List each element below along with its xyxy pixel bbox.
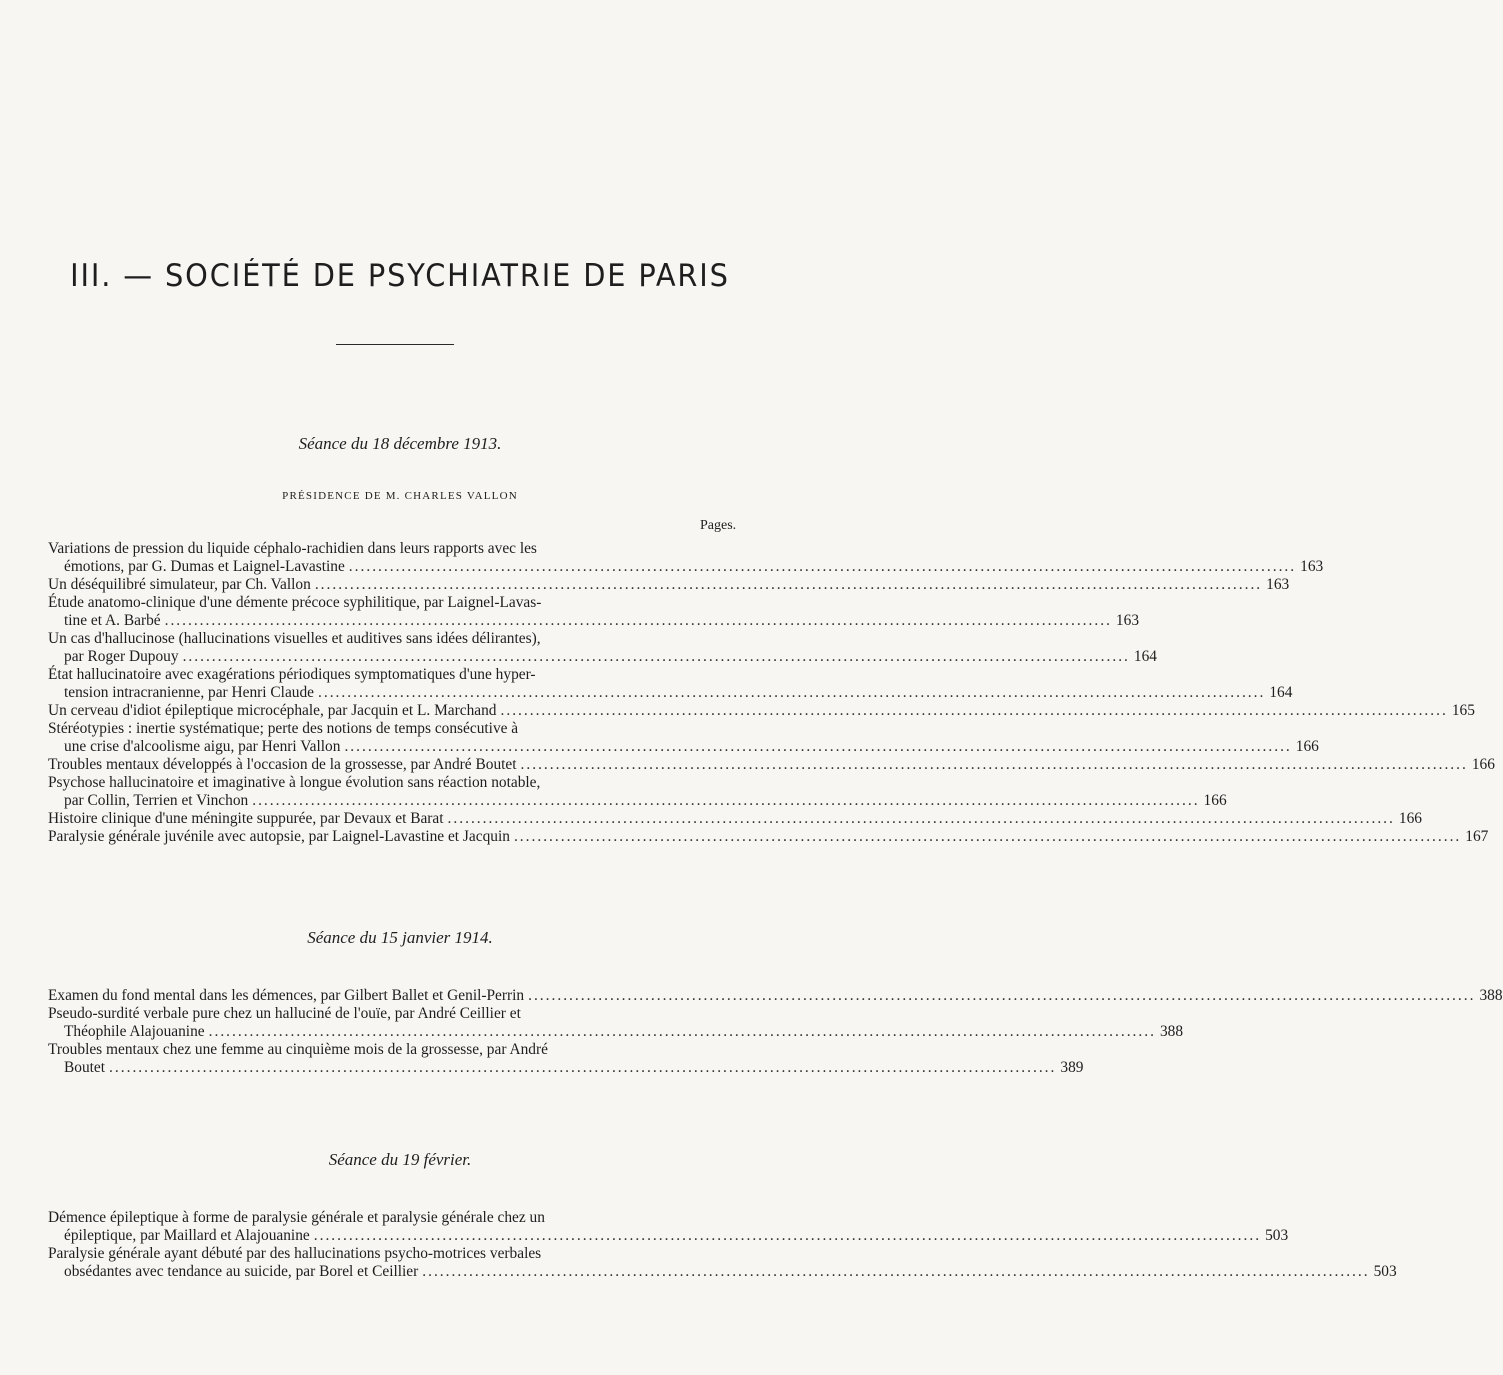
page-number: 503 xyxy=(1373,1263,1397,1280)
toc-entry-last-line xyxy=(48,558,1324,576)
toc-entry xyxy=(48,630,1157,666)
toc-entry-last-line xyxy=(48,810,1422,828)
toc-entry-text: Examen du fond mental dans les démences, par Gilbert Ballet et Genil-Perrin xyxy=(48,987,525,1004)
toc-entry-last-line xyxy=(48,1059,1084,1077)
toc-entry-text: Troubles mentaux développés à l'occasion de la grossesse, par André Boutet xyxy=(48,756,517,773)
toc-entry-last-line xyxy=(48,987,1503,1005)
leader-dots xyxy=(422,1263,1369,1280)
page-number: 165 xyxy=(1451,702,1475,719)
page-number: 163 xyxy=(1115,612,1140,629)
leader-dots xyxy=(315,576,1262,593)
toc-entry-text: Un cerveau d'idiot épileptique microcéphale, par Jacquin et L. Marchand xyxy=(48,702,497,719)
toc-entry-text: Paralysie générale juvénile avec autopsie, par Laignel-Lavastine et Jacquin xyxy=(48,828,510,845)
toc-entry xyxy=(48,756,1495,774)
toc-entry xyxy=(48,540,1324,576)
page-number: 166 xyxy=(1471,756,1495,773)
toc-entry-text: épileptique, par Maillard et Alajouanine xyxy=(64,1227,310,1244)
toc-entry-text: État hallucinatoire avec exagérations périodiques symptomatiques d'une hyper- xyxy=(48,666,536,683)
leader-dots xyxy=(448,810,1395,827)
toc-entry-text: tension intracranienne, par Henri Claude xyxy=(64,684,315,701)
presidence-line: PRÉSIDENCE DE M. CHARLES VALLON xyxy=(282,490,518,502)
toc-entry-text: émotions, par G. Dumas et Laignel-Lavastine xyxy=(64,558,345,575)
page-number: 388 xyxy=(1159,1023,1184,1040)
toc-entry-text: Psychose hallucinatoire et imaginative à longue évolution sans réaction notable, xyxy=(48,774,541,791)
toc-entry-text: par Collin, Terrien et Vinchon xyxy=(64,792,249,809)
leader-dots xyxy=(109,1059,1056,1076)
page-number: 166 xyxy=(1203,792,1227,809)
toc-entry-text: Boutet xyxy=(64,1059,106,1076)
toc-entry-last-line xyxy=(48,792,1227,810)
seance-heading-2: Séance du 15 janvier 1914. xyxy=(307,928,493,947)
toc-entry-last-line xyxy=(48,612,1140,630)
toc-entry xyxy=(48,666,1293,702)
toc-entry xyxy=(48,576,1290,594)
toc-entry-text: Variations de pression du liquide céphalo-rachidien dans leurs rapports avec les xyxy=(48,540,537,557)
toc-entry-text: tine et A. Barbé xyxy=(64,612,161,629)
toc-entry xyxy=(48,1005,1184,1041)
section-title: III. — SOCIÉTÉ DE PSYCHIATRIE DE PARIS xyxy=(70,258,730,294)
toc-entry xyxy=(48,702,1475,720)
toc-entry-text: Un déséquilibré simulateur, par Ch. Vallon xyxy=(48,576,311,593)
toc-entry-text: Théophile Alajouanine xyxy=(64,1023,205,1040)
toc-entry-text: obsédantes avec tendance au suicide, par Borel et Ceillier xyxy=(64,1263,419,1280)
toc-entry-last-line xyxy=(48,1263,1397,1281)
toc-entry xyxy=(48,1245,1397,1281)
leader-dots xyxy=(521,756,1468,773)
toc-entry-text: Un cas d'hallucinose (hallucinations visuelles et auditives sans idées délirantes), xyxy=(48,630,541,647)
toc-entry xyxy=(48,987,1503,1005)
toc-entry xyxy=(48,1209,1289,1245)
toc-entry xyxy=(48,810,1422,828)
toc-entry-last-line xyxy=(48,576,1290,594)
page-number: 164 xyxy=(1269,684,1293,701)
toc-entry xyxy=(48,1041,1084,1077)
page-number: 166 xyxy=(1295,738,1319,755)
toc-entry xyxy=(48,828,1489,846)
page-number: 166 xyxy=(1398,810,1422,827)
leader-dots xyxy=(514,828,1461,845)
toc-entry-text: Stéréotypies : inertie systématique; perte des notions de temps consécutive à xyxy=(48,720,519,737)
pages-column-label: Pages. xyxy=(700,518,737,533)
leader-dots xyxy=(344,738,1291,755)
page-number: 163 xyxy=(1300,558,1324,575)
toc-entry-text: Démence épileptique à forme de paralysie générale et paralysie générale chez un xyxy=(48,1209,545,1226)
entries-list-2 xyxy=(48,987,1503,1077)
toc-entry-last-line xyxy=(48,702,1475,720)
toc-entry-last-line xyxy=(48,684,1293,702)
leader-dots xyxy=(318,684,1265,701)
leader-dots xyxy=(349,558,1296,575)
page-number: 163 xyxy=(1266,576,1290,593)
toc-entry xyxy=(48,720,1319,756)
toc-entry-text: Étude anatomo-clinique d'une démente précoce syphilitique, par Laignel-Lavas- xyxy=(48,594,542,611)
toc-entry-last-line xyxy=(48,1227,1289,1245)
seance-heading-1: Séance du 18 décembre 1913. xyxy=(298,434,502,453)
page-number: 389 xyxy=(1060,1059,1084,1076)
toc-entry-last-line xyxy=(48,1023,1184,1041)
toc-entry-last-line xyxy=(48,756,1495,774)
toc-entry-last-line xyxy=(48,828,1489,846)
page-number: 388 xyxy=(1479,987,1503,1004)
leader-dots xyxy=(501,702,1448,719)
toc-entry-text: Paralysie générale ayant débuté par des hallucinations psycho-motrices verbales xyxy=(48,1245,542,1262)
leader-dots xyxy=(528,987,1475,1004)
page-number: 167 xyxy=(1465,828,1489,845)
toc-entry-last-line xyxy=(48,648,1157,666)
title-divider xyxy=(336,344,454,345)
toc-entry-text: Histoire clinique d'une méningite suppurée, par Devaux et Barat xyxy=(48,810,444,827)
toc-entry-text: par Roger Dupouy xyxy=(64,648,179,665)
toc-entry-text: Pseudo-surdité verbale pure chez un halluciné de l'ouïe, par André Ceillier et xyxy=(48,1005,521,1022)
toc-entry-last-line xyxy=(48,738,1319,756)
entries-list-3 xyxy=(48,1209,1397,1281)
toc-entry-text: une crise d'alcoolisme aigu, par Henri Vallon xyxy=(64,738,341,755)
page-number: 164 xyxy=(1133,648,1157,665)
leader-dots xyxy=(209,1023,1156,1040)
entries-list-1 xyxy=(48,540,1495,846)
page-number: 503 xyxy=(1265,1227,1289,1244)
toc-entry-text: Troubles mentaux chez une femme au cinquième mois de la grossesse, par André xyxy=(48,1041,548,1058)
seance-heading-3: Séance du 19 février. xyxy=(328,1150,472,1169)
toc-entry xyxy=(48,774,1227,810)
toc-entry xyxy=(48,594,1140,630)
leader-dots xyxy=(183,648,1130,665)
leader-dots xyxy=(252,792,1199,809)
leader-dots xyxy=(314,1227,1261,1244)
leader-dots xyxy=(165,612,1112,629)
